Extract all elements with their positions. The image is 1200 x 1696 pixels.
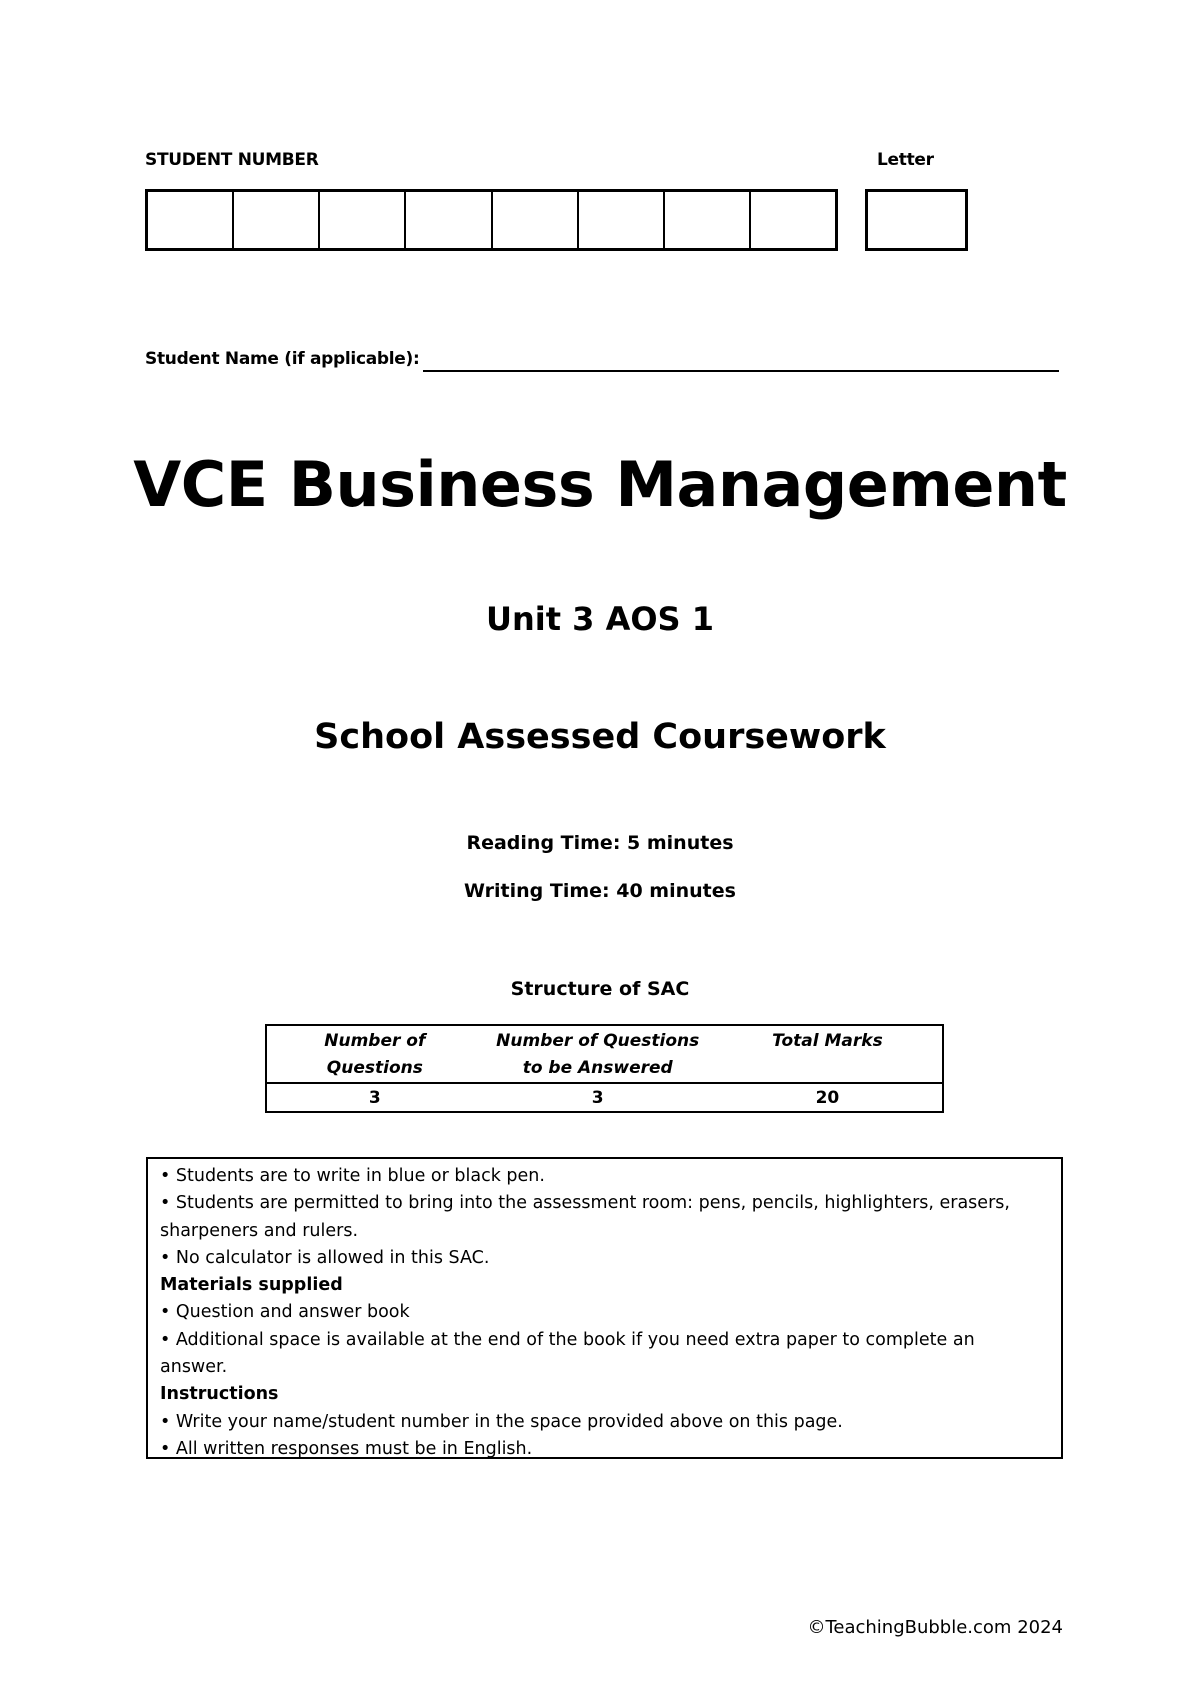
student-number-digit-box[interactable] xyxy=(234,192,320,248)
writing-time: Writing Time: 40 minutes xyxy=(464,880,736,902)
instructions-heading: Instructions xyxy=(160,1384,279,1405)
student-number-digit-box[interactable] xyxy=(406,192,492,248)
student-name-line[interactable] xyxy=(423,370,1059,372)
table-cell: 20 xyxy=(713,1083,943,1112)
list-item: • Write your name/student number in the space provided above on this page. xyxy=(160,1411,843,1432)
student-number-digit-box[interactable] xyxy=(579,192,665,248)
column-header-number-of-questions xyxy=(266,1025,483,1083)
sac-structure-table xyxy=(265,1024,944,1113)
table-cell: 3 xyxy=(266,1083,483,1112)
copyright-footer: ©TeachingBubble.com 2024 xyxy=(807,1617,1063,1638)
letter-label: Letter xyxy=(877,150,934,170)
student-number-digit-box[interactable] xyxy=(665,192,751,248)
student-name-label: Student Name (if applicable): xyxy=(145,349,420,369)
student-number-label: STUDENT NUMBER xyxy=(145,150,319,170)
student-number-digit-box[interactable] xyxy=(493,192,579,248)
document-title: VCE Business Management xyxy=(133,448,1067,521)
student-number-digit-box[interactable] xyxy=(751,192,835,248)
header-line: Number of Questions xyxy=(496,1031,700,1051)
column-header-questions-to-answer xyxy=(483,1025,713,1083)
instructions-box xyxy=(146,1157,1063,1459)
student-number-digit-box[interactable] xyxy=(320,192,406,248)
list-item: sharpeners and rulers. xyxy=(160,1220,359,1241)
assessment-title: School Assessed Coursework xyxy=(314,717,886,757)
list-item: • Additional space is available at the end of the book if you need extra paper to complete an xyxy=(160,1329,975,1350)
list-item: • Students are permitted to bring into the assessment room: pens, pencils, highlighters, erasers, xyxy=(160,1193,1010,1214)
structure-heading: Structure of SAC xyxy=(510,978,690,1000)
table-cell: 3 xyxy=(483,1083,713,1112)
reading-time: Reading Time: 5 minutes xyxy=(466,832,734,854)
unit-title: Unit 3 AOS 1 xyxy=(486,600,714,638)
student-number-boxes xyxy=(145,189,838,251)
list-item: • Question and answer book xyxy=(160,1302,410,1323)
header-line: Questions xyxy=(326,1058,423,1078)
materials-heading: Materials supplied xyxy=(160,1275,343,1296)
list-item: • All written responses must be in English. xyxy=(160,1438,533,1459)
table-row xyxy=(266,1083,943,1112)
list-item: • No calculator is allowed in this SAC. xyxy=(160,1247,490,1268)
letter-box[interactable] xyxy=(865,189,968,251)
header-line: Number of xyxy=(324,1031,426,1051)
student-number-digit-box[interactable] xyxy=(148,192,234,248)
list-item: answer. xyxy=(160,1357,228,1378)
column-header-total-marks xyxy=(713,1025,943,1083)
header-line: Total Marks xyxy=(772,1031,883,1051)
table-header-row xyxy=(266,1025,943,1083)
header-line: to be Answered xyxy=(522,1058,673,1078)
list-item: • Students are to write in blue or black pen. xyxy=(160,1166,545,1186)
